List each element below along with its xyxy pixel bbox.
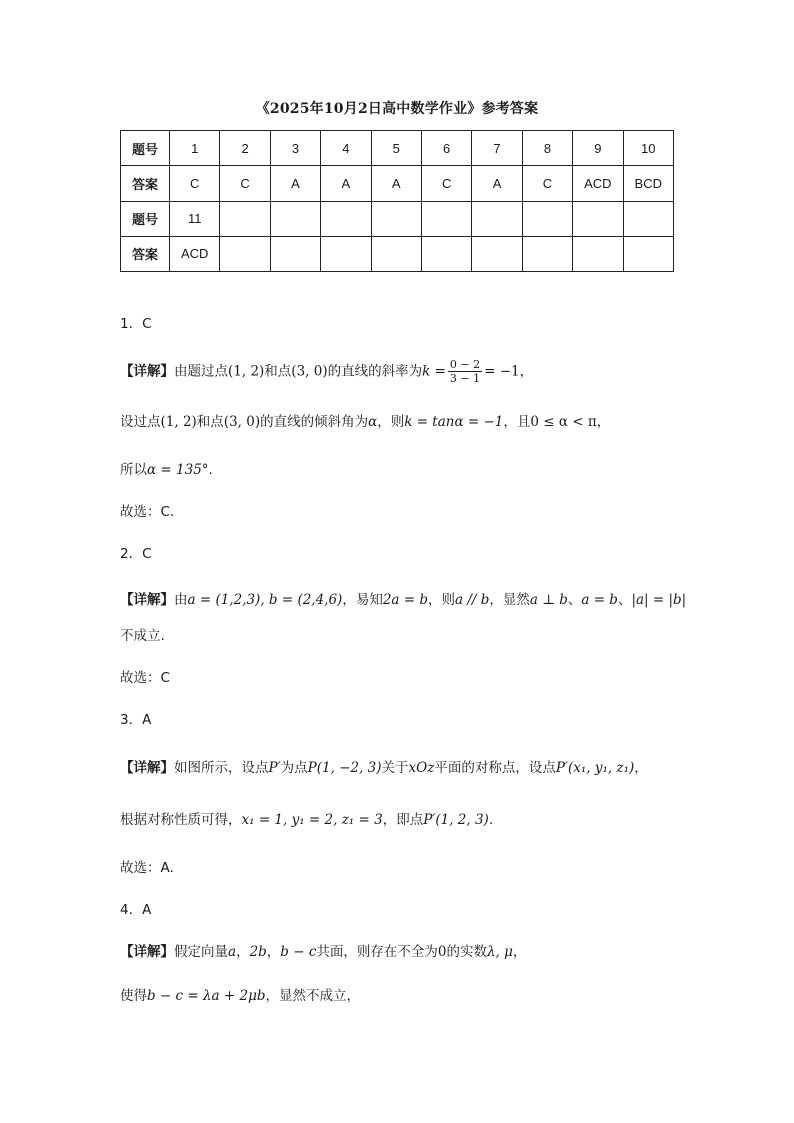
row-header: 答案 xyxy=(121,166,170,201)
row-header: 题号 xyxy=(121,201,170,236)
table-cell: C xyxy=(522,166,572,201)
table-cell: 9 xyxy=(573,131,623,166)
table-cell: BCD xyxy=(623,166,673,201)
table-cell xyxy=(623,201,673,236)
slope-fraction: $\frac{0 - 2}{3 - 1}$ xyxy=(449,358,481,385)
table-cell: 3 xyxy=(270,131,320,166)
table-cell: ACD xyxy=(573,166,623,201)
q2-detail-line-1: 【详解】由a = (1,2,3), b = (2,4,6)，易知2a = b，则a // b，显然a ⊥ b、a = b、|a| = |b| xyxy=(120,592,687,608)
row-header: 答案 xyxy=(121,236,170,271)
table-cell xyxy=(522,201,572,236)
q1-detail-line-1: 【详解】由题过点(1, 2)和点(3, 0)的直线的斜率为k = $\frac{0 - 2}{3 - 1}$ = −1， xyxy=(120,358,534,385)
q3-choose: 故选：A. xyxy=(120,860,174,876)
answer-row-2 xyxy=(121,236,674,271)
answer-row-1 xyxy=(121,166,674,201)
table-cell xyxy=(220,236,270,271)
table-cell xyxy=(623,236,673,271)
table-cell xyxy=(371,201,421,236)
table-cell: 10 xyxy=(623,131,673,166)
table-cell xyxy=(270,201,320,236)
q4-detail-line-1: 【详解】假定向量a，2b，b − c共面，则存在不全为0的实数λ, μ， xyxy=(120,944,527,960)
answer-table xyxy=(120,130,674,272)
q3-detail-line-2: 根据对称性质可得，x₁ = 1, y₁ = 2, z₁ = 3，即点P′(1, 2, 3). xyxy=(120,812,494,828)
q3-detail-line-1: 【详解】如图所示，设点P′为点P(1, −2, 3)关于xOz平面的对称点，设点P′(x₁, y₁, z₁)， xyxy=(120,760,648,776)
table-cell xyxy=(472,201,522,236)
table-cell: 2 xyxy=(220,131,270,166)
table-cell: 7 xyxy=(472,131,522,166)
table-cell: 5 xyxy=(371,131,421,166)
q2-choose: 故选：C xyxy=(120,670,170,686)
table-cell: A xyxy=(472,166,522,201)
question-row-1 xyxy=(121,131,674,166)
table-cell xyxy=(573,236,623,271)
q1-detail-tag: 【详解】 xyxy=(120,363,174,380)
table-cell xyxy=(522,236,572,271)
table-cell xyxy=(321,201,371,236)
table-cell: 11 xyxy=(170,201,220,236)
table-cell: A xyxy=(270,166,320,201)
table-cell xyxy=(220,201,270,236)
question-row-2 xyxy=(121,201,674,236)
q1-choose: 故选：C. xyxy=(120,504,175,520)
table-cell: ACD xyxy=(170,236,220,271)
table-cell xyxy=(421,236,471,271)
table-cell: 1 xyxy=(170,131,220,166)
table-cell: C xyxy=(220,166,270,201)
q3-number: 3．A xyxy=(120,712,152,728)
table-cell: 8 xyxy=(522,131,572,166)
table-cell: A xyxy=(321,166,371,201)
row-header: 题号 xyxy=(121,131,170,166)
table-cell xyxy=(371,236,421,271)
table-cell xyxy=(270,236,320,271)
table-cell xyxy=(421,201,471,236)
table-cell: C xyxy=(170,166,220,201)
q2-detail-line-2: 不成立. xyxy=(120,628,165,644)
q1-number: 1．C xyxy=(120,316,152,332)
q4-detail-line-2: 使得b − c = λa + 2μb，显然不成立， xyxy=(120,988,360,1004)
table-cell: 6 xyxy=(421,131,471,166)
table-cell: 4 xyxy=(321,131,371,166)
q1-detail-line-3: 所以α = 135°. xyxy=(120,462,213,478)
table-cell xyxy=(321,236,371,271)
q4-number: 4．A xyxy=(120,902,152,918)
table-cell xyxy=(573,201,623,236)
q2-number: 2．C xyxy=(120,546,152,562)
table-cell: A xyxy=(371,166,421,201)
document-title: 《2025年10月2日高中数学作业》参考答案 xyxy=(255,101,539,117)
q1-detail-line-2: 设过点(1, 2)和点(3, 0)的直线的倾斜角为α，则k = tanα = −1，且0 ≤ α < π， xyxy=(120,414,611,430)
table-cell: C xyxy=(421,166,471,201)
table-cell xyxy=(472,236,522,271)
